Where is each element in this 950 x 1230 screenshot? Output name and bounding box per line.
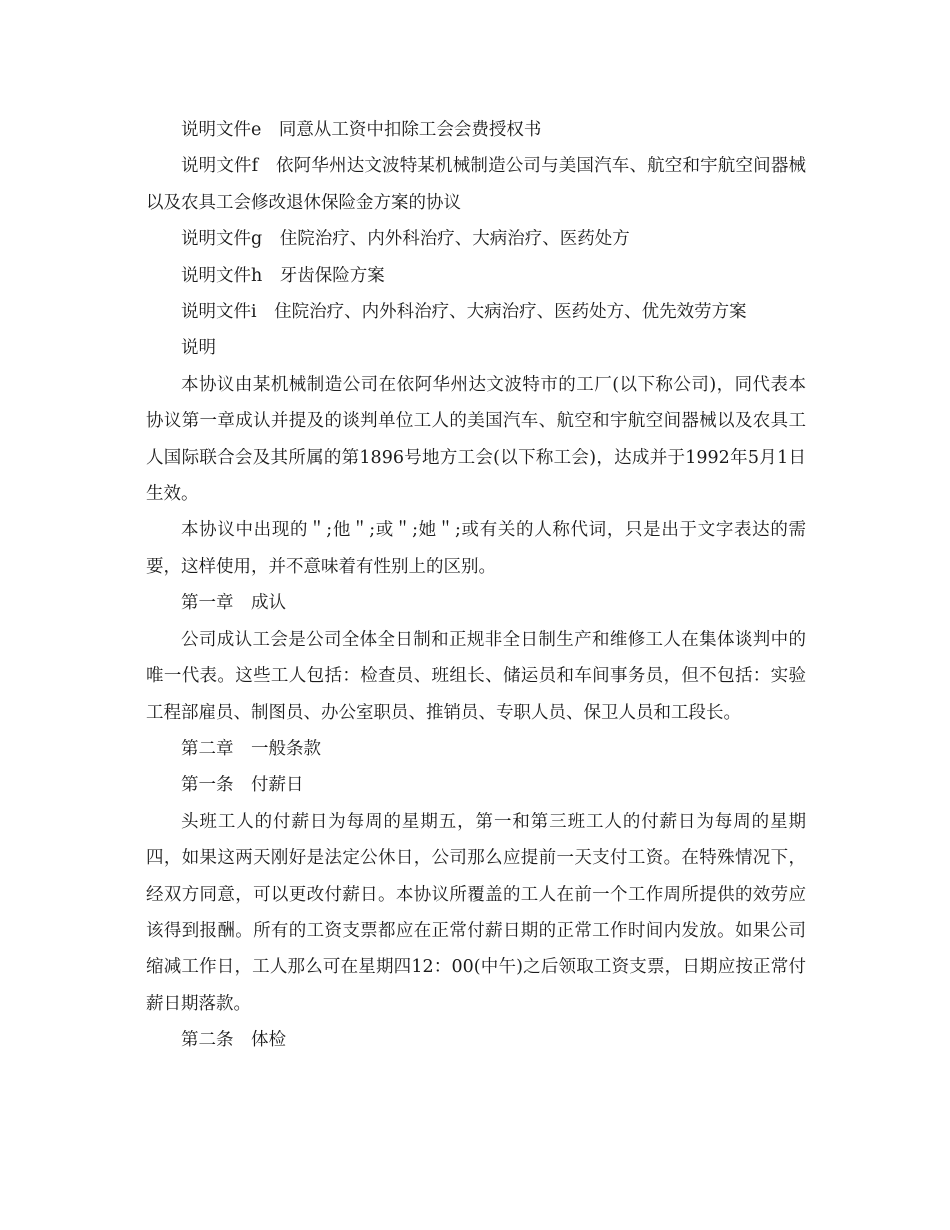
section-heading-explanation: 说明 <box>181 338 216 359</box>
paragraph-pronoun-usage: 本协议中出现的＂;他＂;或＂;她＂;或有关的人称代词，只是出于文字表达的需要，这样使用，并不意味着有性别上的区别。 <box>146 520 806 577</box>
chapter-heading-recognition: 第一章 成认 <box>181 593 286 614</box>
article-heading-physical-exam: 第二条 体检 <box>181 1030 286 1051</box>
paragraph-recognition: 公司成认工会是公司全体全日制和正规非全日制生产和维修工人在集体谈判中的唯一代表。这些工人包括：检查员、班组长、储运员和车间事务员，但不包括：实验工程部雇员、制图员、办公室职员、推销员、专职人员、保卫人员和工段长。 <box>146 629 806 723</box>
chapter-heading-general-terms: 第二章 一般条款 <box>181 738 321 759</box>
paragraph-payday: 头班工人的付薪日为每周的星期五，第一和第三班工人的付薪日为每周的星期四，如果这两天刚好是法定公休日，公司那么应提前一天支付工资。在特殊情况下，经双方同意，可以更改付薪日。本协议所覆盖的工人在前一个工作周所提供的效劳应该得到报酬。所有的工资支票都应在正常付薪日期的正常工作时间内发放。如果公司缩减工作日，工人那么可在星期四12：00(中午)之后领取工资支票，日期应按正常付薪日期落款。 <box>146 811 806 1014</box>
exhibit-f-line: 说明文件f 依阿华州达文波特某机械制造公司与美国汽车、航空和宇航空间器械以及农具工会修改退休保险金方案的协议 <box>146 156 806 213</box>
paragraph-agreement-parties: 本协议由某机械制造公司在依阿华州达文波特市的工厂(以下称公司)，同代表本协议第一章成认并提及的谈判单位工人的美国汽车、航空和宇航空间器械以及农具工人国际联合会及其所属的第1896号地方工会(以下称工会)，达成并于1992年5月1日生效。 <box>146 374 806 505</box>
exhibit-h-line: 说明文件h 牙齿保险方案 <box>181 265 385 286</box>
article-heading-payday: 第一条 付薪日 <box>181 775 304 796</box>
document-body <box>146 112 806 1059</box>
exhibit-e-line: 说明文件e 同意从工资中扣除工会会费授权书 <box>181 120 542 140</box>
exhibit-g-line: 说明文件g 住院治疗、内外科治疗、大病治疗、医药处方 <box>181 229 630 250</box>
exhibit-i-line: 说明文件i 住院治疗、内外科治疗、大病治疗、医药处方、优先效劳方案 <box>181 302 747 323</box>
